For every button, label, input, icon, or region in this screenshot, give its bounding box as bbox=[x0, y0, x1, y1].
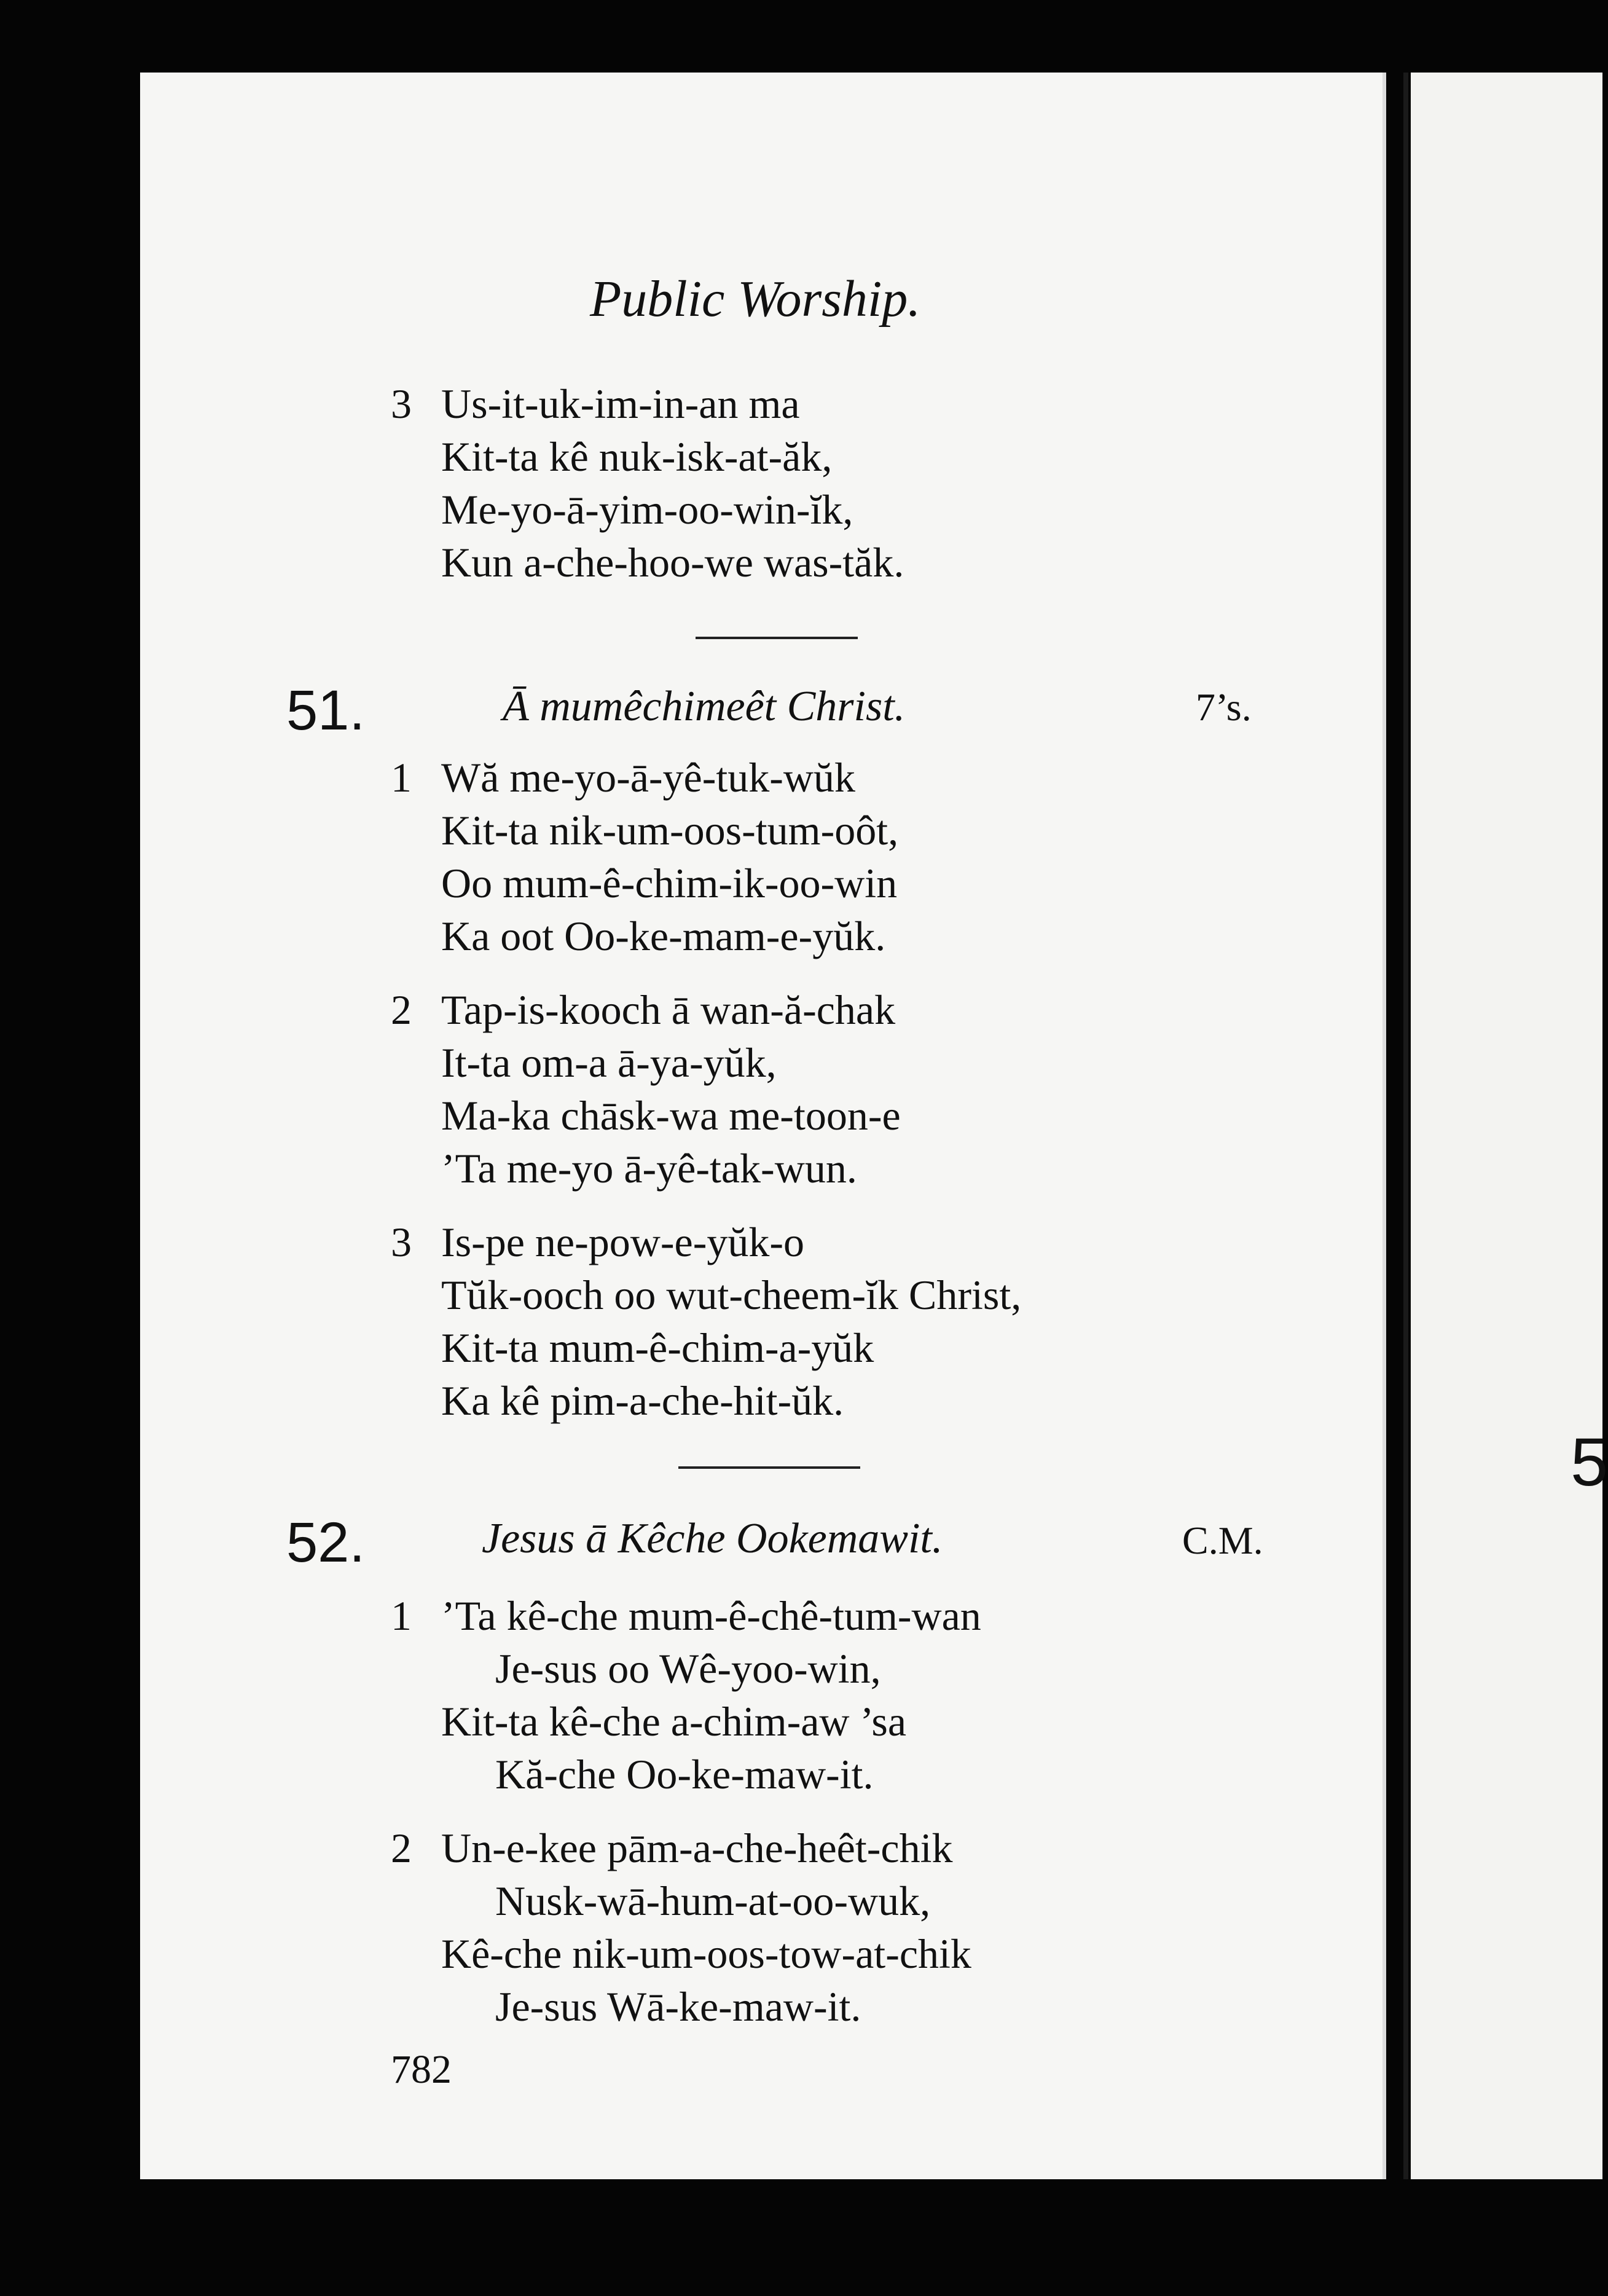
right-page-edge bbox=[1411, 73, 1602, 2179]
verse-line: Kă-che Oo-ke-maw-it. bbox=[495, 1751, 874, 1798]
hymn-meter: 7’s. bbox=[1196, 685, 1252, 729]
verse-line: Us-it-uk-im-in-an ma bbox=[441, 380, 800, 427]
verse-line: Is-pe ne-pow-e-yŭk-o bbox=[441, 1219, 804, 1265]
verse-line: Ka oot Oo-ke-mam-e-yŭk. bbox=[441, 913, 886, 959]
book-gutter bbox=[1403, 73, 1408, 2179]
verse-number: 2 bbox=[391, 1825, 412, 1871]
verse-line: Kê-che nik-um-oos-tow-at-chik bbox=[441, 1930, 971, 1977]
hymn-title: Ā mumêchimeêt Christ. bbox=[503, 683, 906, 730]
right-page-hymn-number-fragment: 5 bbox=[1571, 1425, 1608, 1500]
verse-line: It-ta om-a ā-ya-yŭk, bbox=[441, 1039, 777, 1086]
hymn-number: 52. bbox=[286, 1511, 365, 1574]
hymn-number: 51. bbox=[286, 679, 365, 742]
verse-line: ’Ta me-yo ā-yê-tak-wun. bbox=[441, 1145, 857, 1192]
hymn-title: Jesus ā Kêche Ookemawit. bbox=[482, 1515, 943, 1562]
verse-line: Wă me-yo-ā-yê-tuk-wŭk bbox=[441, 754, 856, 801]
verse-line: Me-yo-ā-yim-oo-win-ĭk, bbox=[441, 486, 853, 533]
verse-line: Ma-ka chāsk-wa me-toon-e bbox=[441, 1092, 901, 1139]
verse-line: ’Ta kê-che mum-ê-chê-tum-wan bbox=[441, 1592, 981, 1639]
verse-number: 2 bbox=[391, 986, 412, 1033]
verse-line: Tŭk-ooch oo wut-cheem-ĭk Christ, bbox=[441, 1272, 1022, 1318]
verse-line: Oo mum-ê-chim-ik-oo-win bbox=[441, 860, 898, 906]
verse-line: Nusk-wā-hum-at-oo-wuk, bbox=[495, 1877, 931, 1924]
verse-number: 3 bbox=[391, 380, 412, 427]
verse-line: Un-e-kee pām-a-che-heêt-chik bbox=[441, 1825, 953, 1871]
verse-line: Kit-ta kê nuk-isk-at-ăk, bbox=[441, 433, 833, 480]
verse-number: 3 bbox=[391, 1219, 412, 1265]
verse-line: Je-sus Wā-ke-maw-it. bbox=[495, 1983, 861, 2030]
verse-number: 1 bbox=[391, 1592, 412, 1639]
verse-line: Kit-ta nik-um-oos-tum-oôt, bbox=[441, 807, 899, 854]
verse-line: Kit-ta kê-che a-chim-aw ’sa bbox=[441, 1698, 907, 1745]
section-rule bbox=[696, 637, 858, 639]
verse-line: Je-sus oo Wê-yoo-win, bbox=[495, 1645, 881, 1692]
verse-line: Tap-is-kooch ā wan-ă-chak bbox=[441, 986, 896, 1033]
verse-line: Kun a-che-hoo-we was-tăk. bbox=[441, 539, 904, 586]
verse-line: Ka kê pim-a-che-hit-ŭk. bbox=[441, 1377, 844, 1424]
verse-number: 1 bbox=[391, 754, 412, 801]
verse-line: Kit-ta mum-ê-chim-a-yŭk bbox=[441, 1324, 874, 1371]
hymn-meter: C.M. bbox=[1182, 1519, 1263, 1562]
section-rule bbox=[678, 1466, 860, 1469]
running-title: Public Worship. bbox=[590, 270, 921, 328]
page-number: 782 bbox=[391, 2047, 452, 2092]
